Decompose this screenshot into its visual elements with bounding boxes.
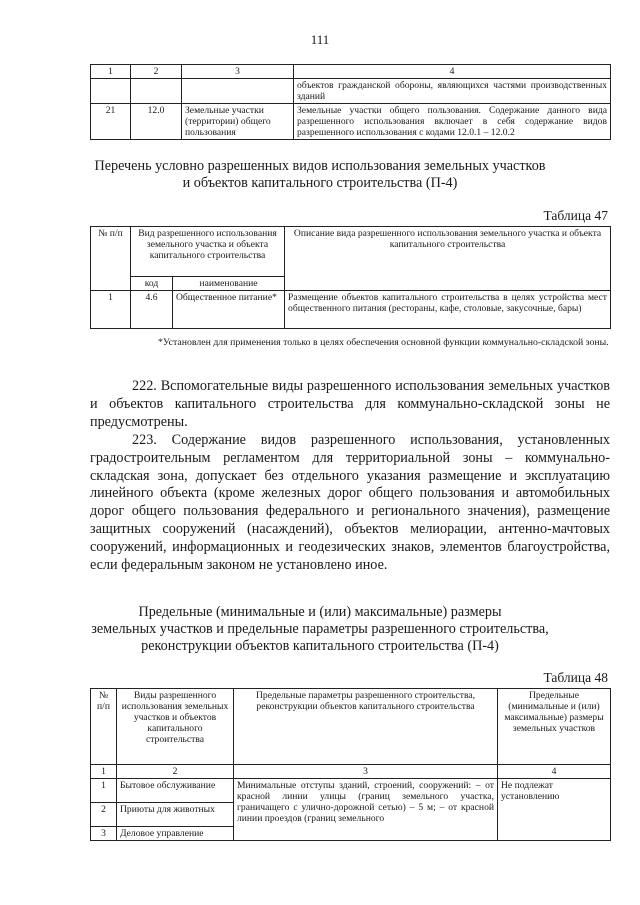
- paragraph-223: 223. Содержание видов разрешенного использования, установленных градостроительным регламентом для территориальной зоны – коммунально-складская зона, допускает без отдельного указания размещение и эксплуатацию линейного объекта (кроме железных дорог общего пользования и автомобильных дорог общего пользования федерального и регионального значения), размещение защитных сооружений (насаждений), объектов мелиорации, антенно-мачтовых сооружений, информационных и геодезических знаков, элементов благоустройства, если федеральным законом не установлено иное.: [90, 432, 610, 573]
- header-cell: код: [131, 277, 173, 291]
- row-number: 2: [91, 803, 117, 827]
- row-name: Земельные участки (территории) общего пользования: [182, 104, 294, 140]
- row-number: 1: [91, 779, 117, 803]
- row-number: 21: [91, 104, 131, 140]
- table-47: [90, 226, 611, 329]
- header-cell: Предельные параметры разрешенного строительства, реконструкции объектов капитального строительства: [234, 689, 498, 765]
- table-row: [91, 291, 611, 329]
- header-cell: № п/п: [91, 227, 131, 291]
- table-label: Таблица 47: [543, 208, 608, 223]
- header-cell: Описание вида разрешенного использования земельного участка и объекта капитального строительства: [285, 227, 611, 291]
- table-cell: объектов гражданской обороны, являющихся частями производственных зданий: [294, 79, 611, 104]
- table-label: Таблица 48: [543, 670, 608, 685]
- row-code: 4.6: [131, 291, 173, 329]
- table-row: [91, 65, 611, 79]
- column-number: 3: [234, 765, 498, 779]
- row-kind: Приюты для животных: [117, 803, 234, 827]
- header-cell: № п/п: [91, 689, 117, 765]
- heading-line: реконструкции объектов капитального строительства (П-4): [141, 638, 499, 654]
- header-cell: 2: [131, 65, 182, 79]
- table-continuation: [90, 64, 611, 140]
- row-code: 12.0: [131, 104, 182, 140]
- header-cell: наименование: [173, 277, 285, 291]
- row-kind: Бытовое обслуживание: [117, 779, 234, 803]
- row-number: 1: [91, 291, 131, 329]
- heading-line: Предельные (минимальные и (или) максимальные) размеры: [138, 604, 502, 620]
- header-cell: Вид разрешенного использования земельного участка и объекта капитального строительства: [131, 227, 285, 277]
- table-row: [91, 104, 611, 140]
- page-number: 111: [310, 32, 330, 47]
- row-name: Общественное питание*: [173, 291, 285, 329]
- column-number: 2: [117, 765, 234, 779]
- row-description: Размещение объектов капитального строительства в целях устройства мест общественного питания (рестораны, кафе, столовые, закусочные, бары): [285, 291, 611, 329]
- section-heading: [80, 158, 560, 192]
- heading-line: и объектов капитального строительства (П-4): [182, 175, 458, 191]
- column-number: 4: [498, 765, 611, 779]
- row-kind: Деловое управление: [117, 827, 234, 841]
- row-description: Земельные участки общего пользования. Содержание данного вида разрешенного использования включает в себя содержание видов разрешенного использования с кодами 12.0.1 – 12.0.2: [294, 104, 611, 140]
- heading-line: Перечень условно разрешенных видов использования земельных участков: [94, 158, 546, 174]
- paragraph-222: 222. Вспомогательные виды разрешенного использования земельных участков и объектов капитального строительства для коммунально-складской зоны не предусмотрены.: [90, 378, 610, 430]
- heading-line: земельных участков и предельные параметры разрешенного строительства,: [91, 621, 549, 637]
- column-number: 1: [91, 765, 117, 779]
- header-cell: 3: [182, 65, 294, 79]
- row-params: Минимальные отступы зданий, строений, сооружений: – от красной линии улицы (границ земельного участка, граничащего с улично-дорожной сетью) – 5 м; – от красной линии проездов (границ земельного: [234, 779, 498, 841]
- table-row: [91, 765, 611, 779]
- table-row: [91, 227, 611, 277]
- footnote: *Установлен для применения только в целях обеспечения основной функции коммунально-складской зоны.: [158, 337, 609, 348]
- header-cell: 1: [91, 65, 131, 79]
- row-number: 3: [91, 827, 117, 841]
- table-row: [91, 779, 611, 803]
- row-sizes: Не подлежат установлению: [498, 779, 611, 841]
- header-cell: Виды разрешенного использования земельных участков и объектов капитального строительства: [117, 689, 234, 765]
- table-row: [91, 79, 611, 104]
- section-heading: [80, 604, 560, 655]
- header-cell: 4: [294, 65, 611, 79]
- header-cell: Предельные (минимальные и (или) максимальные) размеры земельных участков: [498, 689, 611, 765]
- table-row: [91, 689, 611, 765]
- table-48: [90, 688, 611, 841]
